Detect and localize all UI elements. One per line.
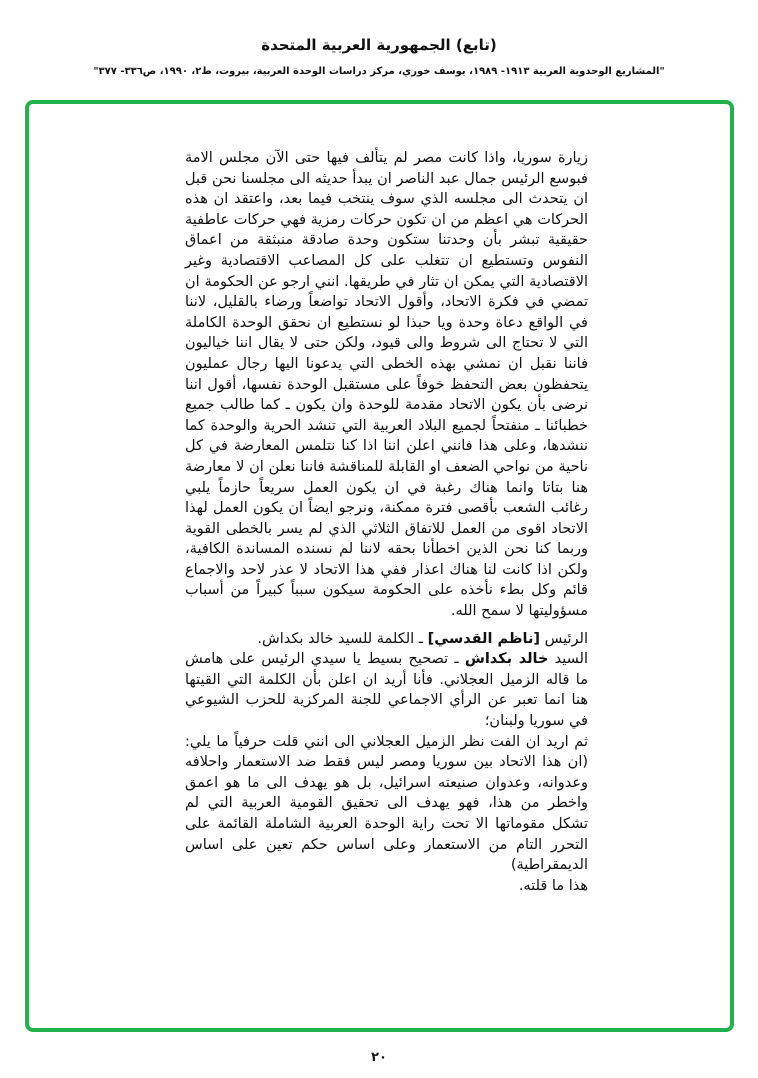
president-line-text: ـ الكلمة للسيد خالد بكداش.: [257, 630, 428, 647]
speaker-name-bakdash: خالد بكداش: [464, 651, 549, 668]
page-number: ٢٠: [371, 1050, 387, 1065]
closing-line: هذا ما قلته.: [518, 877, 588, 894]
paragraph-quotation: ثم اريد ان الفت نظر الزميل العجلاني الى انني قلت حرفياً ما يلي: (ان هذا الاتحاد بين سوريا ومصر ليس فقط ضد الاستعمار واحلافه وعدوانه، وعدوان صنيعته اسرائيل، بل هو يهدف الى ما هو اعمق واخطر من هذا، فهو يهدف الى تحقيق القومية العربية التي لم تشكل مقوماتها الا تحت راية الوحدة العربية الشاملة القائمة على التحرر التام من الاستعمار وعلى اساس حكم تعين على اساس الديمقراطية): [185, 733, 588, 874]
paragraph-speech-continuation: زيارة سوريا، واذا كانت مصر لم يتألف فيها حتى الآن مجلس الامة فبوسع الرئيس جمال عبد الناصر ان يبدأ حديثه الى مجلسنا نحن قبل ان يتحدث الى مجلسه الذي سوف ينتخب فيما بعد، واعتقد ان هذه الحركات هي اعظم من ان تكون حركات رمزية فهي حركات عاطفية حقيقية تبشر بأن وحدتنا ستكون وحدة صادقة منبثقة من اعماق النفوس وتستطيع ان تتغلب على كل المصاعب الاقتصادية وغير الاقتصادية التي يمكن ان تثار في طريقها. انني ارجو عن الحكومة ان تمضي في فكرة الاتحاد، وأقول الاتحاد تواضعاً ورضاء بالقليل، لاننا في الواقع دعاة وحدة ويا حبذا لو نستطيع ان نحقق الوحدة الكاملة التي لا تحتاج الى شروط والى قيود، ولكن حتى لا يقال اننا خياليون فاننا نقبل ان نمشي بهذه الخطى التي يدعونا اليها رجال عمليون يتحفظون بعض التحفظ خوفاً على مستقبل الوحدة نفسها، أقول اننا نرضى بأن يكون الاتحاد مقدمة للوحدة وان يكون ـ كما طالب جميع خطبائنا ـ منفتحاً لجميع البلاد العربية التي تنشد الحرية والوحدة كما ننشدها، وعلى هذا فانني اعلن اننا اذا كنا نتلمس المعارضة في كل ناحية من نواحي الضعف او القابلة للمناقشة فاننا نعلن ان لا معارضة هنا بتاتا وانما هناك رغبة في ان يكون العمل سريعاً حازماً يلبي رغائب الشعب بأقصى فترة ممكنة، ونرجو ايضاً ان يكون العمل لهذا الاتحاد اقوى من العمل للاتفاق الثلاثي الذي لم يسر بالخطى القوية وربما كنا نحن الذين اخطأنا بحقه لاننا لم نسنده المساندة الكافية، ولكن اذا كانت لنا هناك اعذار ففي هذا الاتحاد لا عذر لاحد والاجماع قائم وكل بطء نأخذه على الحكومة سيكون سبباً كبيراً من أسباب مسؤوليتها لا سمح الله.: [185, 150, 588, 620]
paragraph-bakdash-speech: [185, 649, 588, 731]
page-footer: [0, 1046, 758, 1065]
speaker-name-president: [ناظم القدسي]: [427, 630, 541, 647]
page-title: (تابع) الجمهورية العربية المتحدة: [261, 36, 497, 54]
paragraph-president-line: [185, 629, 588, 650]
citation-line: "المشاريع الوحدوية العربية ١٩١٣- ١٩٨٩، يوسف خوري، مركز دراسات الوحدة العربية، بيروت، ط٢، ١٩٩٠، ص٣٣٦- ٣٧٧": [93, 66, 665, 77]
speaker-title: السيد: [548, 651, 588, 668]
speaker-title: الرئيس: [540, 630, 588, 647]
bakdash-speech-text: ـ تصحيح بسيط يا سيدي الرئيس على هامش ما قاله الزميل العجلاني. فأنا أريد ان اعلن بأن الكلمة التي القيتها هنا انما تعبر عن الرأي الاجماعي للجنة المركزية للحزب الشيوعي في سوريا ولبنان؛: [185, 651, 588, 730]
body-text: [185, 148, 588, 896]
